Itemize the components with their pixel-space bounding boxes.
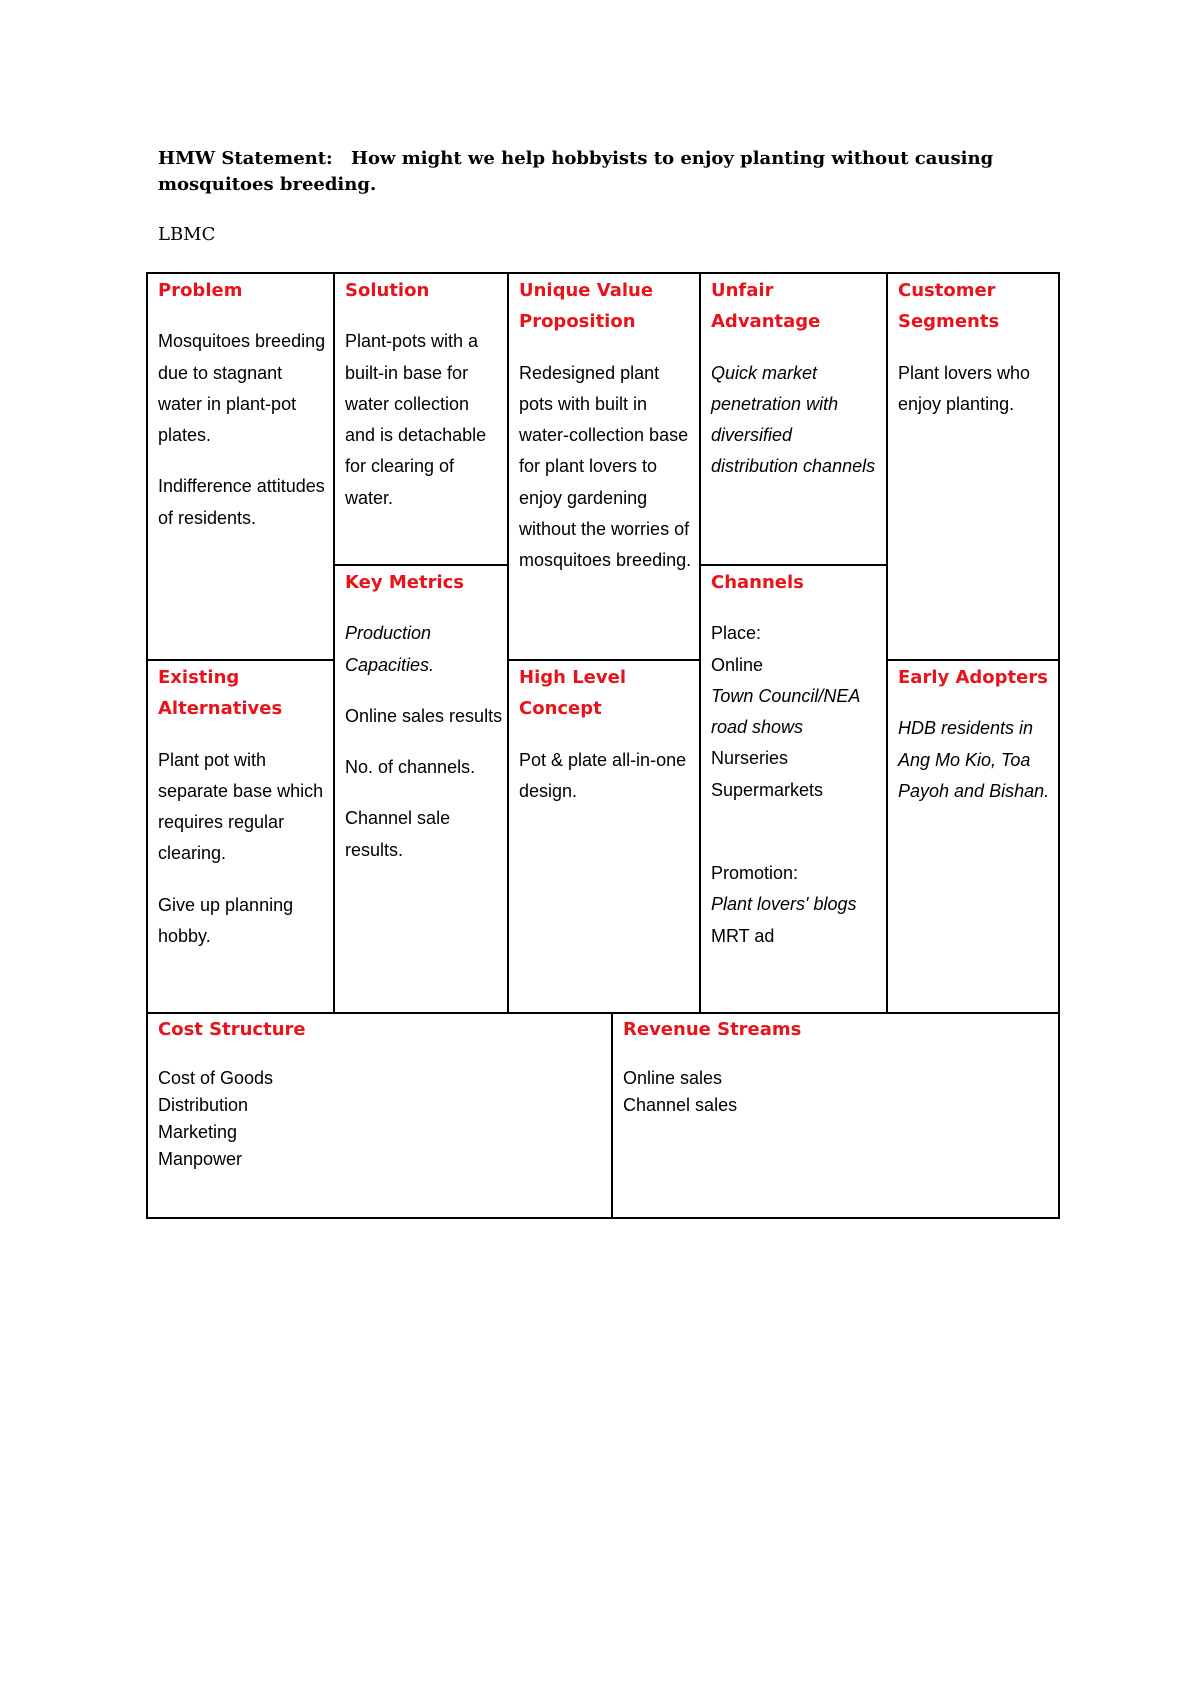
channels-promotion-label: Promotion: bbox=[711, 863, 799, 884]
problem-title: Problem bbox=[158, 280, 243, 301]
unfair-advantage-text: Quick market penetration with diversified distribution channels bbox=[711, 362, 876, 477]
divider-h-unfair bbox=[699, 564, 887, 566]
existing-alternatives-block bbox=[158, 662, 328, 972]
cost-structure-title: Cost Structure bbox=[158, 1019, 306, 1040]
customer-segments-block bbox=[898, 275, 1054, 420]
divider-v2 bbox=[507, 272, 509, 1012]
divider-h-problem bbox=[146, 659, 334, 661]
existing-alternatives-item: Plant pot with separate base which requires regular clearing. bbox=[158, 749, 324, 864]
canvas-border-left bbox=[146, 272, 148, 1219]
divider-v3 bbox=[699, 272, 701, 1012]
existing-alternatives-item: Give up planning hobby. bbox=[158, 894, 294, 947]
key-metrics-title: Key Metrics bbox=[345, 572, 464, 593]
canvas-border-bottom bbox=[146, 1217, 1059, 1219]
lean-canvas bbox=[146, 272, 1059, 1219]
channels-place-item: Nurseries bbox=[711, 748, 789, 769]
channels-promotion-item: MRT ad bbox=[711, 925, 775, 946]
high-level-concept-text: Pot & plate all-in-one design. bbox=[519, 749, 687, 801]
high-level-concept-block bbox=[519, 662, 695, 807]
cost-structure-block bbox=[158, 1016, 598, 1173]
channels-place-item: Online bbox=[711, 654, 764, 675]
canvas-border-right bbox=[1058, 272, 1060, 1219]
divider-v1 bbox=[333, 272, 335, 1012]
divider-h-customer bbox=[886, 659, 1059, 661]
uvp-block bbox=[519, 275, 695, 577]
revenue-streams-item: Channel sales bbox=[623, 1095, 738, 1115]
uvp-title: Unique Value Proposition bbox=[519, 280, 654, 333]
key-metrics-item: No. of channels. bbox=[345, 757, 476, 778]
divider-h-bottom bbox=[146, 1012, 1059, 1014]
hmw-statement bbox=[158, 146, 1063, 198]
channels-promotion-item: Plant lovers' blogs bbox=[711, 894, 857, 915]
cost-structure-item: Marketing bbox=[158, 1122, 238, 1142]
existing-alternatives-title: Existing Alternatives bbox=[158, 667, 283, 720]
unfair-advantage-block bbox=[711, 275, 883, 483]
problem-item: Mosquitoes breeding due to stagnant water in plant-pot plates. bbox=[158, 331, 326, 446]
key-metrics-item: Channel sale results. bbox=[345, 808, 451, 860]
channels-block bbox=[711, 567, 883, 952]
problem-item: Indifference attitudes of residents. bbox=[158, 476, 325, 528]
customer-segments-text: Plant lovers who enjoy planting. bbox=[898, 362, 1031, 414]
cost-structure-item: Manpower bbox=[158, 1149, 243, 1169]
divider-h-uvp bbox=[507, 659, 700, 661]
revenue-streams-block bbox=[623, 1016, 1043, 1119]
cost-structure-item: Cost of Goods bbox=[158, 1068, 274, 1088]
unfair-advantage-title: Unfair Advantage bbox=[711, 280, 821, 333]
channels-place-item: Town Council/NEA road shows bbox=[711, 685, 860, 738]
key-metrics-item: Production Capacities. bbox=[345, 623, 435, 675]
cost-structure-item: Distribution bbox=[158, 1095, 249, 1115]
solution-block bbox=[345, 275, 503, 514]
solution-title: Solution bbox=[345, 280, 430, 301]
solution-text: Plant-pots with a built-in base for water collection and is detachable for clearing of water. bbox=[345, 331, 487, 508]
customer-segments-title: Customer Segments bbox=[898, 280, 1000, 333]
channels-place-item: Supermarkets bbox=[711, 779, 824, 800]
early-adopters-title: Early Adopters bbox=[898, 667, 1048, 688]
revenue-streams-title: Revenue Streams bbox=[623, 1019, 802, 1040]
uvp-text: Redesigned plant pots with built in water-collection base for plant lovers to enjoy gardening without the worries of mosquitoes breeding. bbox=[519, 362, 692, 571]
hmw-label: HMW Statement: bbox=[158, 148, 333, 169]
key-metrics-block bbox=[345, 567, 503, 886]
lbmc-label: LBMC bbox=[158, 224, 216, 245]
early-adopters-text: HDB residents in Ang Mo Kio, Toa Payoh and Bishan. bbox=[898, 718, 1050, 801]
divider-v5 bbox=[611, 1012, 613, 1219]
key-metrics-item: Online sales results bbox=[345, 705, 503, 726]
divider-v4 bbox=[886, 272, 888, 1012]
channels-place-label: Place: bbox=[711, 623, 762, 644]
divider-h-solution bbox=[333, 564, 508, 566]
canvas-border-top bbox=[146, 272, 1059, 274]
problem-block bbox=[158, 275, 328, 554]
early-adopters-block bbox=[898, 662, 1054, 807]
revenue-streams-item: Online sales bbox=[623, 1068, 723, 1088]
channels-title: Channels bbox=[711, 572, 804, 593]
high-level-concept-title: High Level Concept bbox=[519, 667, 626, 720]
hmw-text: How might we help hobbyists to enjoy planting without causing mosquitoes breeding. bbox=[158, 148, 994, 195]
